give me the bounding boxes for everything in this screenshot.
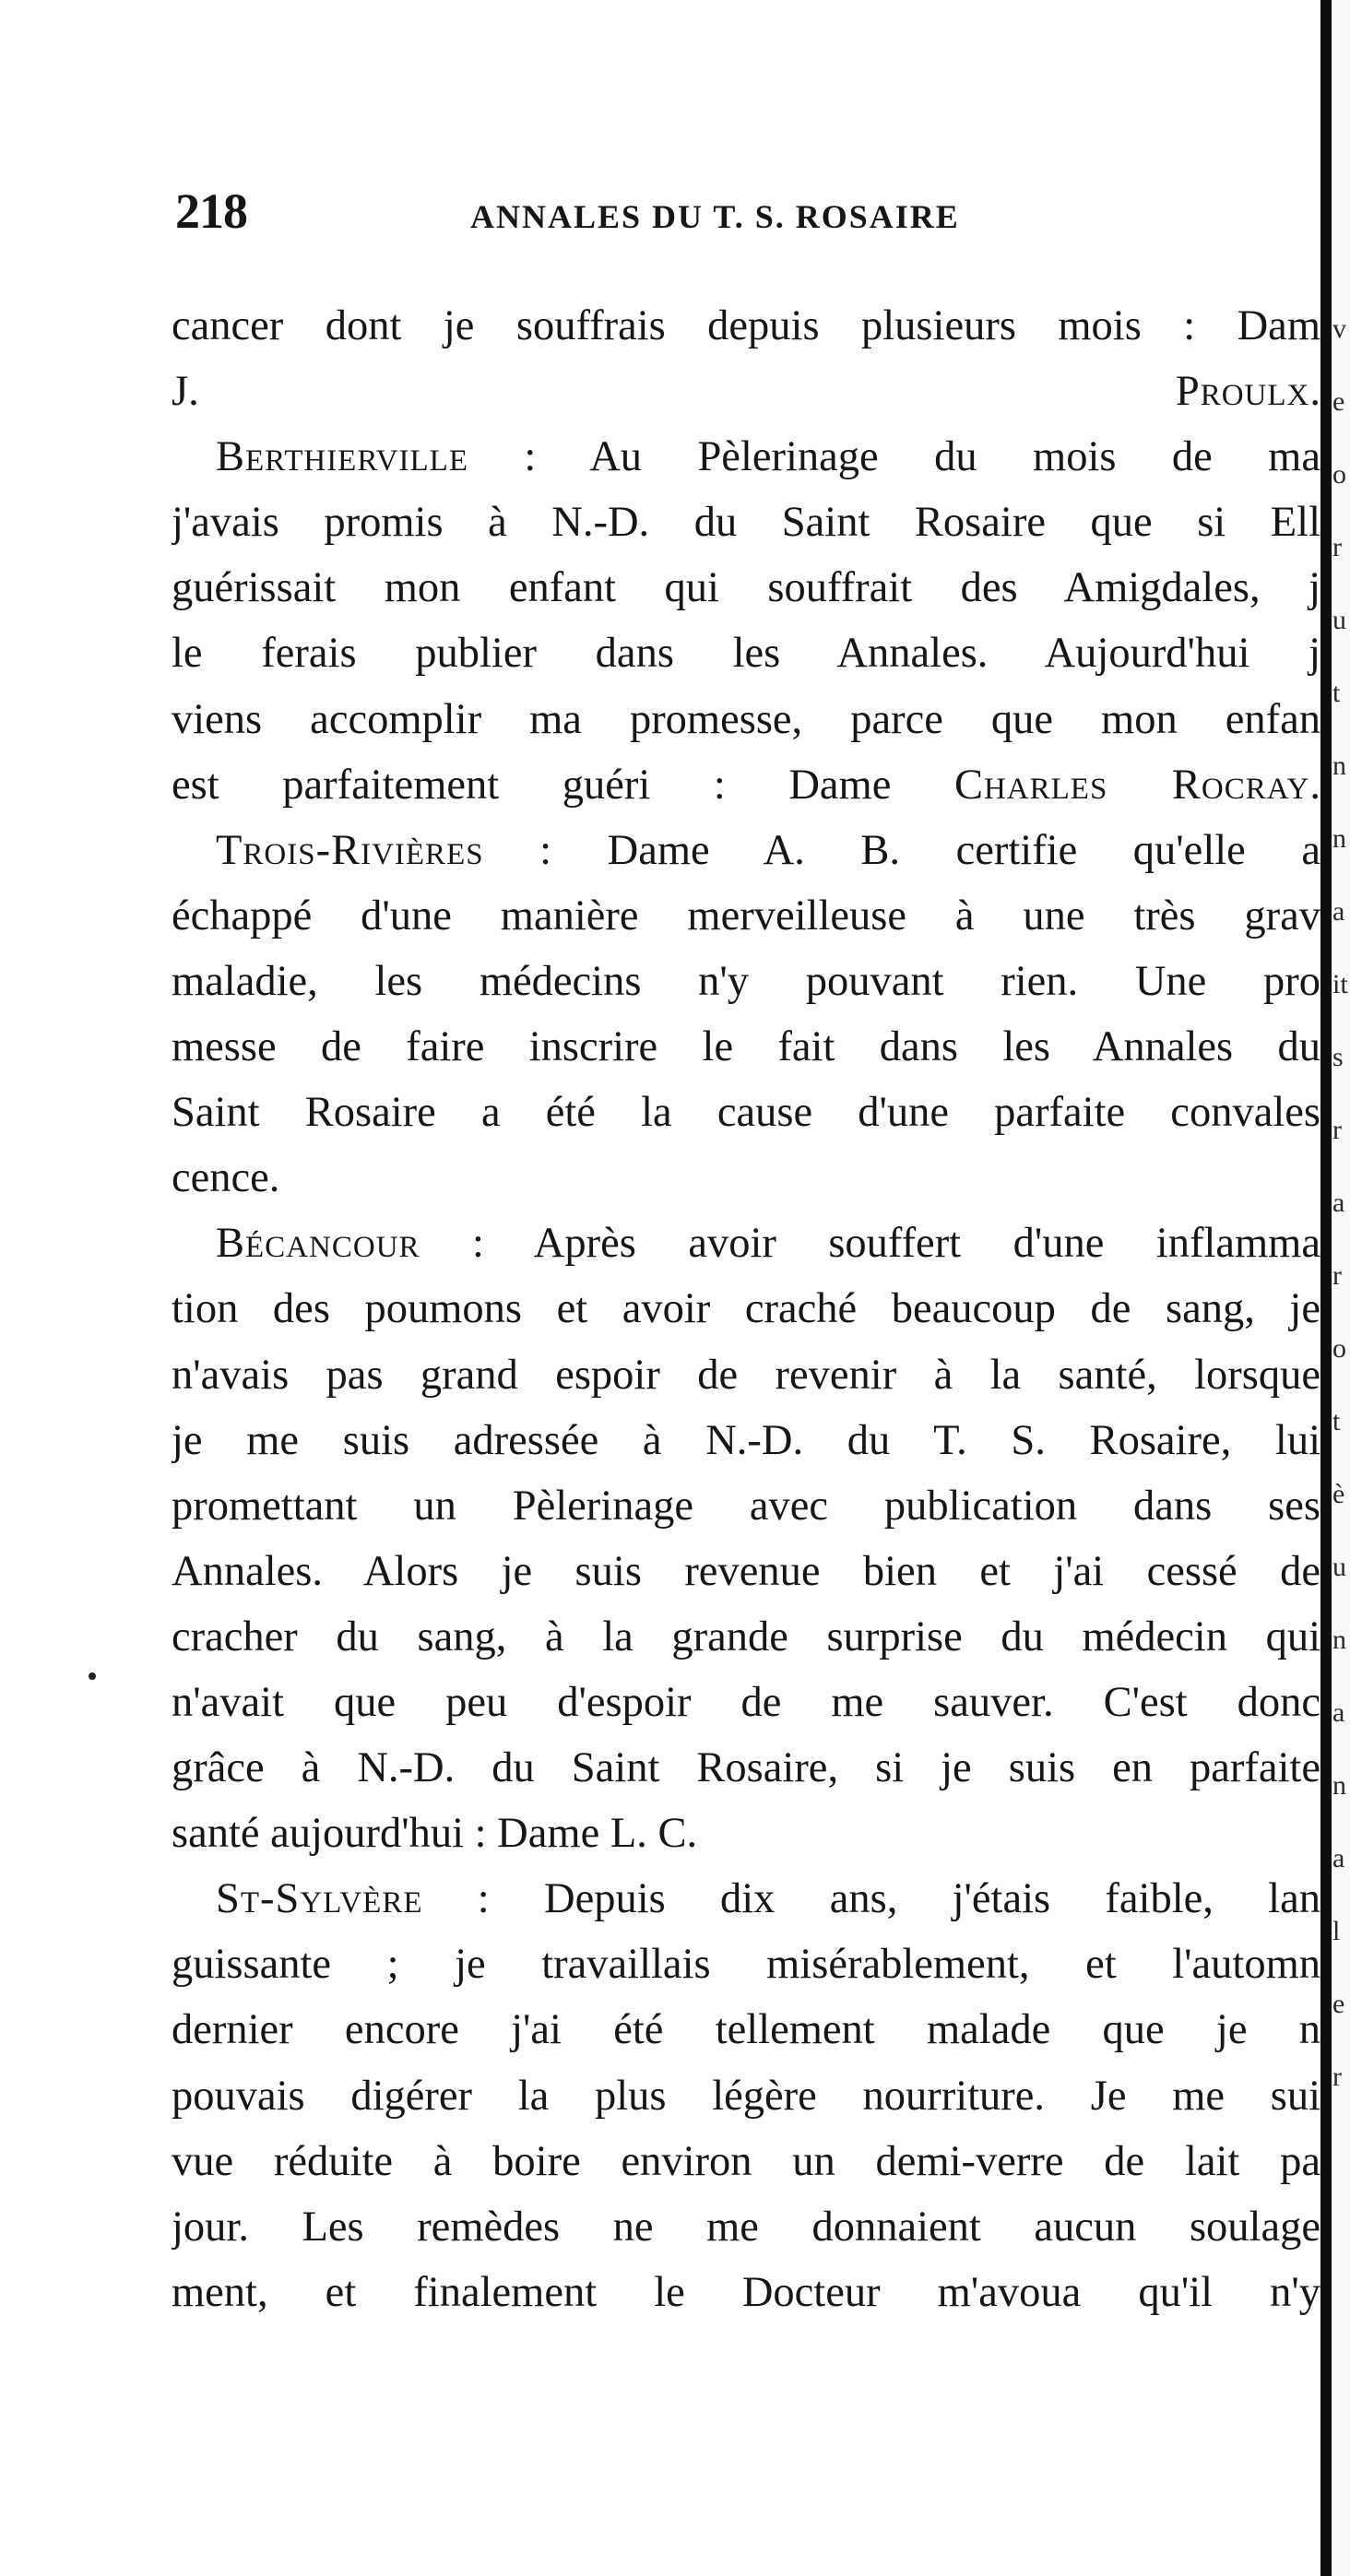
scan-speck xyxy=(89,1672,96,1680)
place-name: Berthierville xyxy=(216,433,468,481)
line-text: messe de faire inscrire le fait dans les Annales du xyxy=(172,1023,1320,1071)
running-head: ANNALES DU T. S. ROSAIRE xyxy=(470,198,960,235)
text-line xyxy=(172,2260,1320,2325)
line-text: maladie, les médecins n'y pouvant rien. Une pro xyxy=(172,957,1320,1005)
text-line xyxy=(172,1473,1320,1539)
line-text: tion des poumons et avoir craché beaucoup de sang, je xyxy=(172,1285,1320,1333)
line-text: dernier encore j'ai été tellement malade que je n xyxy=(172,2006,1320,2054)
text-line xyxy=(172,1735,1320,1801)
bleed-letter: n xyxy=(1332,1625,1346,1655)
text-line xyxy=(172,949,1320,1014)
text-line xyxy=(172,1080,1320,1145)
text-line xyxy=(172,752,1320,818)
text-line xyxy=(172,1932,1320,1997)
text-line xyxy=(172,1145,1320,1211)
bleed-letter: o xyxy=(1332,459,1346,490)
bleed-letter: u xyxy=(1332,605,1346,635)
line-text: j'avais promis à N.-D. du Saint Rosaire que si Ell xyxy=(172,499,1320,547)
bleed-letter: t xyxy=(1332,678,1341,708)
line-text: viens accomplir ma promesse, parce que mon enfan xyxy=(172,695,1320,743)
line-text: le ferais publier dans les Annales. Aujourd'hui j xyxy=(172,630,1320,678)
place-name: Bécancour xyxy=(216,1220,420,1268)
bleed-letter: v xyxy=(1332,313,1346,344)
page-header xyxy=(175,183,1319,247)
bleed-letter: è xyxy=(1332,1479,1345,1509)
text-line xyxy=(172,883,1320,949)
text-line xyxy=(172,293,1320,359)
bleed-letter: r xyxy=(1332,1115,1342,1145)
text-line xyxy=(172,424,1320,490)
text-line xyxy=(172,1539,1320,1604)
line-text: pouvais digérer la plus légère nourriture. Je me sui xyxy=(172,2072,1320,2120)
line-text: Annales. Alors je suis revenue bien et j'ai cessé de xyxy=(172,1547,1320,1595)
line-text: est parfaitement guéri : Dame xyxy=(172,761,954,809)
bleed-letter: n xyxy=(1332,1770,1346,1801)
bleed-letter: e xyxy=(1332,386,1345,417)
line-text: guérissait mon enfant qui souffrait des Amigdales, j xyxy=(172,564,1320,612)
place-name: St-Sylvère xyxy=(216,1875,423,1923)
line-text: : Dame A. B. certifie qu'elle a xyxy=(483,826,1320,874)
bleed-letter: l xyxy=(1332,1916,1341,1946)
bleed-letter: it xyxy=(1332,969,1348,999)
line-tail: . xyxy=(1309,368,1320,416)
line-text: J. xyxy=(172,368,1176,416)
text-line xyxy=(172,1801,1320,1866)
bleed-letter: r xyxy=(1332,532,1342,562)
line-text: cancer dont je souffrais depuis plusieurs mois : Dam xyxy=(172,302,1320,349)
line-text: je me suis adressée à N.-D. du T. S. Rosaire, lui xyxy=(172,1416,1320,1464)
line-text: cracher du sang, à la grande surprise du médecin qui xyxy=(172,1613,1320,1660)
text-line xyxy=(172,818,1320,883)
text-line xyxy=(172,1604,1320,1670)
bleed-letter: a xyxy=(1332,1697,1345,1728)
bleed-letter: s xyxy=(1332,1042,1344,1072)
text-line xyxy=(172,2063,1320,2129)
bleed-letter: a xyxy=(1332,1843,1345,1873)
text-line xyxy=(172,2194,1320,2260)
line-text: échappé d'une manière merveilleuse à une très grav xyxy=(172,892,1320,939)
bleed-letter: o xyxy=(1332,1333,1346,1364)
bleed-letter: r xyxy=(1332,1260,1342,1291)
line-text: jour. Les remèdes ne me donnaient aucun soulage xyxy=(172,2203,1320,2251)
bleed-letter: n xyxy=(1332,750,1346,781)
line-text: ment, et finalement le Docteur m'avoua qu'il n'y xyxy=(172,2268,1320,2316)
line-text: grâce à N.-D. du Saint Rosaire, si je suis en parfaite xyxy=(172,1744,1320,1792)
line-text: cence. xyxy=(172,1154,280,1202)
bleed-letter: u xyxy=(1332,1552,1346,1582)
text-line xyxy=(172,359,1320,424)
text-line xyxy=(172,2129,1320,2194)
text-line xyxy=(172,1276,1320,1341)
text-line xyxy=(172,555,1320,620)
text-line xyxy=(172,620,1320,686)
place-name: Trois-Rivières xyxy=(216,826,484,874)
bleed-letter: n xyxy=(1332,823,1346,854)
text-line xyxy=(172,1211,1320,1276)
bleed-letter: t xyxy=(1332,1406,1341,1436)
line-tail: . xyxy=(1309,761,1320,809)
text-line xyxy=(172,490,1320,555)
text-line xyxy=(172,1014,1320,1080)
line-text: n'avais pas grand espoir de revenir à la santé, lorsque xyxy=(172,1351,1320,1399)
line-text: santé aujourd'hui : Dame L. C. xyxy=(172,1810,698,1858)
page-number: 218 xyxy=(175,183,247,239)
line-text: vue réduite à boire environ un demi-verre de lait pa xyxy=(172,2137,1320,2185)
text-line xyxy=(172,687,1320,752)
person-name: Proulx xyxy=(1175,368,1310,416)
body-text xyxy=(172,293,1320,2395)
text-line xyxy=(172,1342,1320,1408)
bleed-letter: a xyxy=(1332,896,1345,927)
bleed-letter: a xyxy=(1332,1188,1345,1218)
text-line xyxy=(172,1866,1320,1932)
text-line xyxy=(172,1670,1320,1735)
person-name: Charles Rocray xyxy=(953,761,1310,809)
line-text: : Après avoir souffert d'une inflamma xyxy=(420,1220,1320,1268)
bleed-letter: r xyxy=(1332,2062,1342,2092)
text-line xyxy=(172,1997,1320,2062)
line-text: promettant un Pèlerinage avec publication dans ses xyxy=(172,1482,1320,1530)
line-text: : Au Pèlerinage du mois de ma xyxy=(468,433,1320,481)
line-text: n'avait que peu d'espoir de me sauver. C'est donc xyxy=(172,1678,1320,1726)
line-text: : Depuis dix ans, j'étais faible, lan xyxy=(422,1875,1320,1923)
binding-gutter xyxy=(1320,0,1332,2576)
text-line xyxy=(172,1408,1320,1473)
bleed-letter: e xyxy=(1332,1989,1345,2019)
line-text: Saint Rosaire a été la cause d'une parfaite convales xyxy=(172,1089,1320,1137)
line-text: guissante ; je travaillais misérablement, et l'automn xyxy=(172,1941,1320,1989)
